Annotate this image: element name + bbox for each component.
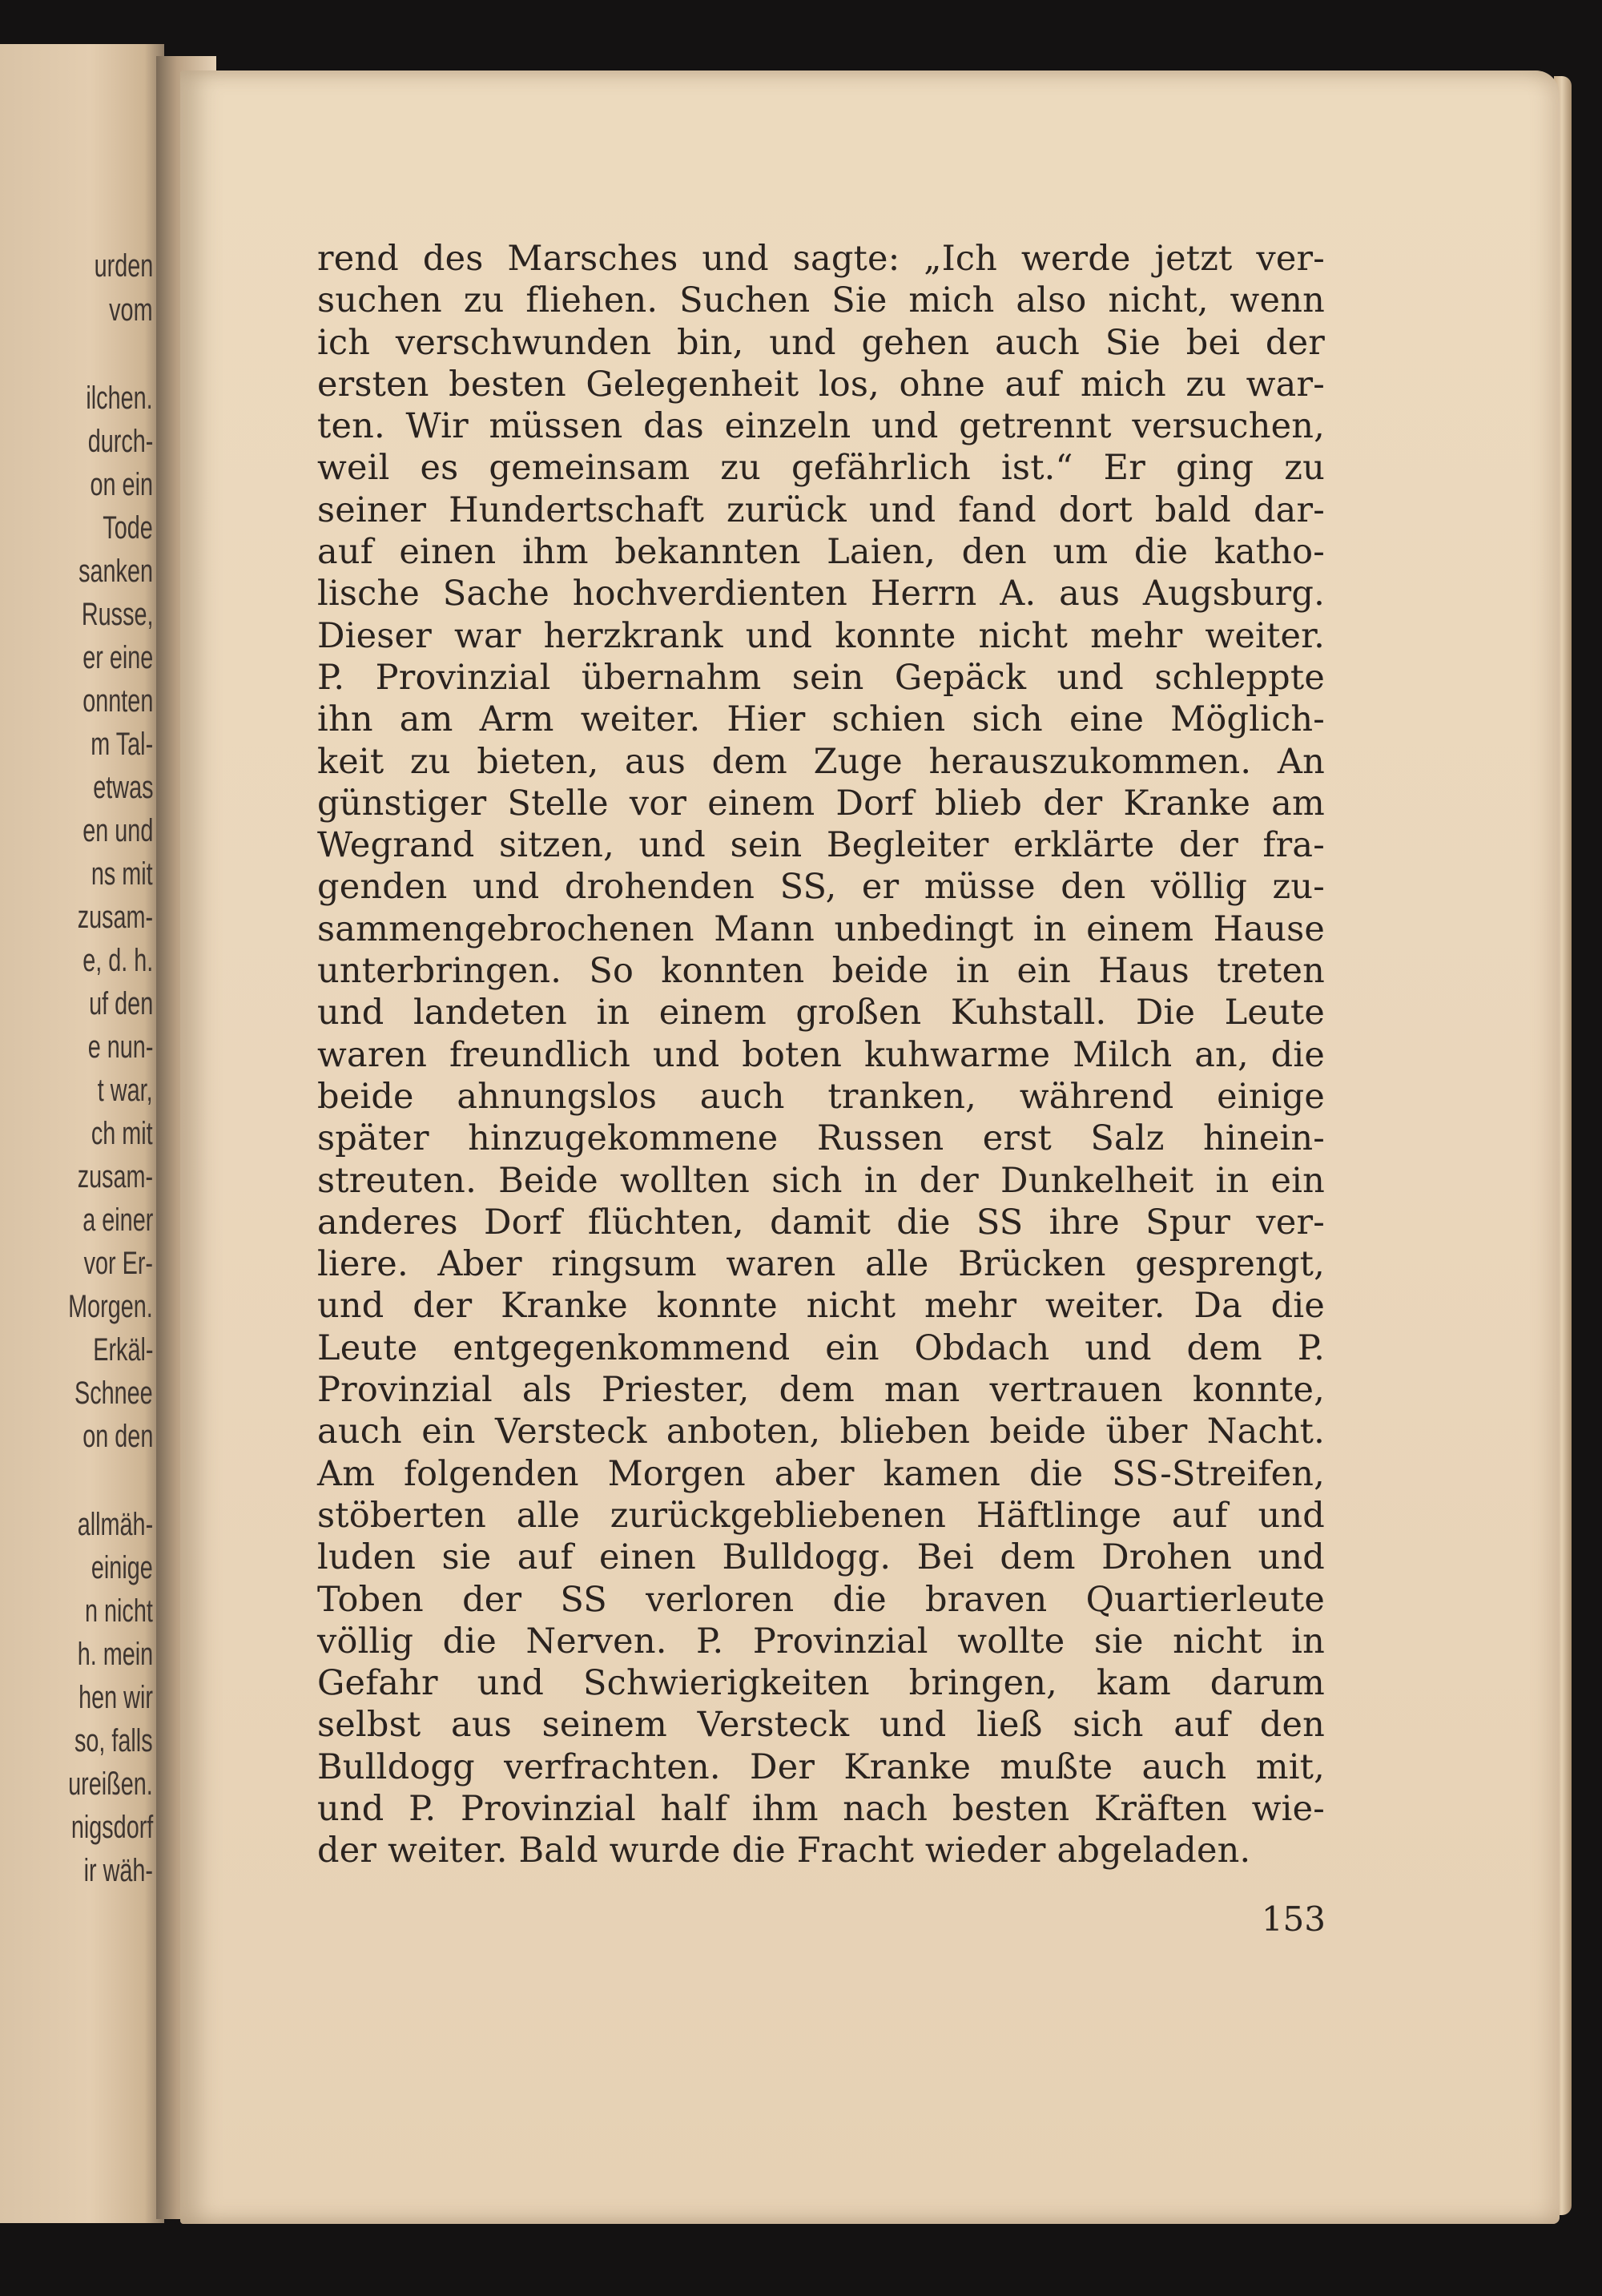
text-line: ihn am Arm weiter. Hier schien sich eine Möglich- (317, 699, 1325, 740)
text-line: Leute entgegenkommend ein Obdach und dem P. (317, 1327, 1325, 1368)
text-line: Provinzial als Priester, dem man vertrauen konnte, (317, 1370, 1325, 1411)
text-line: völlig die Nerven. P. Provinzial wollte sie nicht in (317, 1621, 1325, 1662)
text-line: Bulldogg verfrachten. Der Kranke mußte auch mit, (317, 1746, 1325, 1787)
text-line: der weiter. Bald wurde die Fracht wieder abgeladen. (317, 1831, 1251, 1871)
text-line: ten. Wir müssen das einzeln und getrennt versuchen, (317, 406, 1325, 447)
left-page-fragment: ns mit (91, 856, 153, 892)
page-number: 153 (1261, 1899, 1326, 1939)
text-line: selbst aus seinem Versteck und ließ sich auf den (317, 1705, 1325, 1746)
text-line: suchen zu fliehen. Suchen Sie mich also nicht, wenn (317, 280, 1325, 321)
left-facing-page (0, 44, 164, 2223)
text-line: streuten. Beide wollten sich in der Dunkelheit in ein (317, 1160, 1325, 1201)
text-line: genden und drohenden SS, er müsse den völlig zu- (317, 867, 1325, 908)
left-page-fragment: ureißen. (68, 1766, 153, 1802)
text-line: auch ein Versteck anboten, blieben beide über Nacht. (317, 1412, 1325, 1452)
left-page-fragment: h. mein (77, 1637, 153, 1672)
left-page-fragment: n nicht (85, 1593, 153, 1629)
left-page-fragment: zusam- (77, 900, 153, 935)
text-line: waren freundlich und boten kuhwarme Milch an, die (317, 1034, 1325, 1075)
left-page-fragment: vom (109, 292, 153, 328)
left-page-fragment: e nun- (87, 1029, 153, 1065)
text-line: keit zu bieten, aus dem Zuge herauszukommen. An (317, 741, 1325, 782)
left-page-fragment: so, falls (74, 1723, 153, 1758)
text-line: günstiger Stelle vor einem Dorf blieb der Kranke am (317, 783, 1325, 824)
text-line: Wegrand sitzen, und sein Begleiter erklärte der fra- (317, 825, 1325, 866)
body-text (317, 238, 1325, 1872)
left-page-fragment: a einer (82, 1202, 153, 1238)
text-line: weil es gemeinsam zu gefährlich ist.“ Er ging zu (317, 448, 1325, 489)
left-page-fragment: er eine (82, 640, 153, 675)
text-line: auf einen ihm bekannten Laien, den um die katho- (317, 532, 1325, 573)
left-page-fragment: en und (82, 813, 153, 848)
left-page-fragment: Tode (103, 510, 153, 546)
left-page-fragment: nigsdorf (70, 1810, 153, 1845)
text-line: und landeten in einem großen Kuhstall. Die Leute (317, 993, 1325, 1033)
text-line: lische Sache hochverdienten Herrn A. aus Augsburg. (317, 574, 1325, 614)
left-page-fragment: e, d. h. (82, 943, 153, 978)
left-page-fragment: sanken (78, 554, 153, 589)
left-page-fragment: onnten (82, 683, 153, 719)
text-line: liere. Aber ringsum waren alle Brücken gesprengt, (317, 1244, 1325, 1285)
left-page-fragment: zusam- (77, 1159, 153, 1194)
left-page-fragment: on ein (90, 467, 153, 502)
text-line: seiner Hundertschaft zurück und fand dort bald dar- (317, 489, 1325, 530)
left-page-fragment: allmäh- (77, 1507, 153, 1542)
left-page-fragment: uf den (88, 986, 153, 1021)
left-page-fragment: vor Er- (83, 1246, 153, 1281)
left-page-fragment: t war, (98, 1073, 153, 1108)
left-page-fragment: Russe, (81, 597, 153, 632)
text-line: Gefahr und Schwierigkeiten bringen, kam darum (317, 1663, 1325, 1704)
text-line: später hinzugekommene Russen erst Salz hinein- (317, 1118, 1325, 1159)
text-line: und P. Provinzial half ihm nach besten Kräften wie- (317, 1788, 1325, 1829)
left-page-fragment: ch mit (91, 1116, 153, 1151)
text-line: ich verschwunden bin, und gehen auch Sie bei der (317, 322, 1325, 363)
left-page-fragment: etwas (92, 770, 153, 805)
text-line: rend des Marsches und sagte: „Ich werde jetzt ver- (317, 239, 1325, 279)
left-page-fragment: ir wäh- (83, 1853, 153, 1888)
left-page-fragment: on den (82, 1419, 153, 1454)
left-page-fragment: Morgen. (68, 1289, 153, 1324)
text-line: anderes Dorf flüchten, damit die SS ihre Spur ver- (317, 1202, 1325, 1243)
left-page-fragment: urden (94, 248, 153, 284)
left-page-fragment: einige (91, 1550, 153, 1585)
left-page-fragment: durch- (87, 424, 153, 459)
text-line: Am folgenden Morgen aber kamen die SS-Streifen, (317, 1453, 1325, 1494)
text-line: stöberten alle zurückgebliebenen Häftlinge auf und (317, 1495, 1325, 1536)
text-line: und der Kranke konnte nicht mehr weiter. Da die (317, 1286, 1325, 1327)
text-line: P. Provinzial übernahm sein Gepäck und schleppte (317, 657, 1325, 698)
left-page-fragment: hen wir (78, 1680, 153, 1715)
text-line: luden sie auf einen Bulldogg. Bei dem Drohen und (317, 1537, 1325, 1578)
text-line: beide ahnungslos auch tranken, während einige (317, 1076, 1325, 1117)
text-line: Dieser war herzkrank und konnte nicht mehr weiter. (317, 615, 1325, 656)
text-line: unterbringen. So konnten beide in ein Haus treten (317, 951, 1325, 992)
left-page-fragment: ilchen. (86, 381, 153, 416)
left-page-fragment: Schnee (74, 1376, 153, 1411)
left-page-fragment: m Tal- (91, 727, 153, 762)
text-line: ersten besten Gelegenheit los, ohne auf mich zu war- (317, 364, 1325, 405)
text-line: Toben der SS verloren die braven Quartierleute (317, 1579, 1325, 1620)
left-page-fragment: Erkäl- (92, 1332, 153, 1368)
text-line: sammengebrochenen Mann unbedingt in einem Hause (317, 908, 1325, 949)
